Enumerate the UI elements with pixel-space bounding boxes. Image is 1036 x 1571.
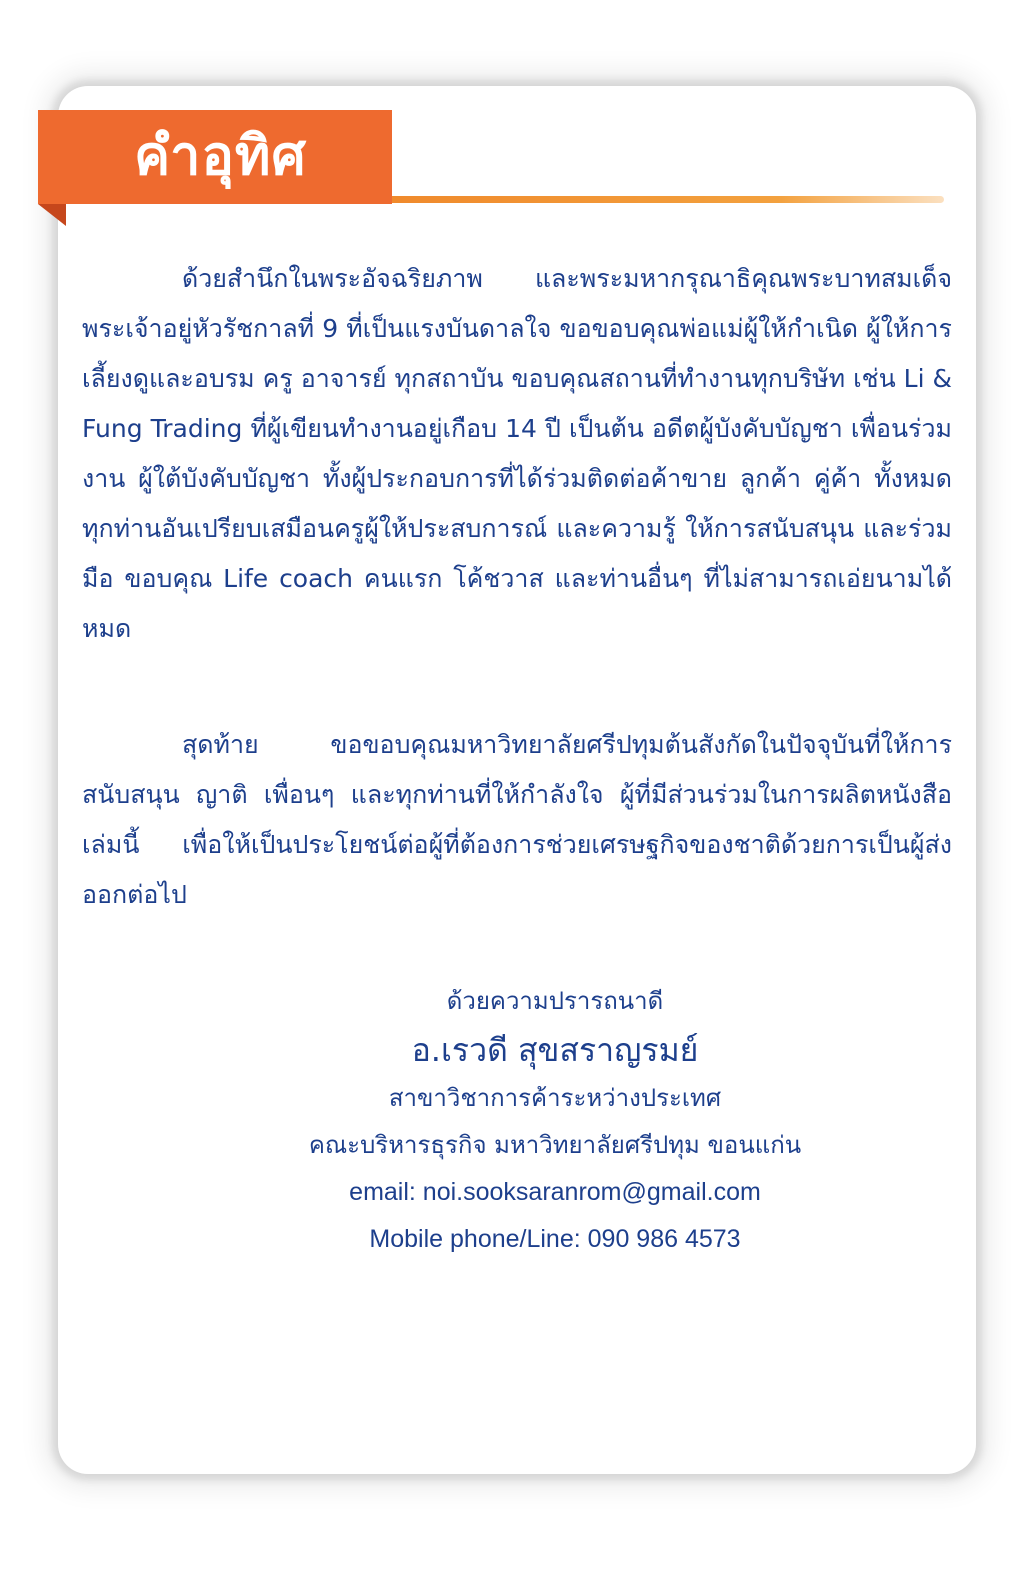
- author-name: อ.เรวดี สุขสราญรมย์: [411, 1031, 699, 1069]
- header-fold: [38, 204, 66, 226]
- dedication-paragraph-1: ด้วยสำนึกในพระอัจฉริยภาพ และพระมหากรุณาธิคุณพระบาทสมเด็จพระเจ้าอยู่หัวรัชกาลที่ 9 ที่เป็นแรงบันดาลใจ ขอขอบคุณพ่อแม่ผู้ให้กำเนิด ผู้ให้การเลี้ยงดูและอบรม ครู อาจารย์ ทุกสถาบัน ขอบคุณสถานที่ทำงานทุกบริษัท เช่น Li & Fung Trading ที่ผู้เขียนทำงานอยู่เกือบ 14 ปี เป็นต้น อดีตผู้บังคับบัญชา เพื่อนร่วมงาน ผู้ใต้บังคับบัญชา ทั้งผู้ประกอบการที่ได้ร่วมติดต่อค้าขาย ลูกค้า คู่ค้า ทั้งหมด ทุกท่านอันเปรียบเสมือนครูผู้ให้ประสบการณ์ และความรู้ ให้การสนับสนุน และร่วมมือ ขอบคุณ Life coach คนแรก โค้ชวาส และท่านอื่นๆ ที่ไม่สามารถเอ่ยนามได้หมด: [82, 264, 952, 643]
- author-faculty: คณะบริหารธุรกิจ มหาวิทยาลัยศรีปทุม ขอนแก่น: [308, 1131, 802, 1159]
- page-title: คำอุทิศ: [134, 124, 307, 187]
- header-divider: [392, 196, 944, 203]
- author-department: สาขาวิชาการค้าระหว่างประเทศ: [388, 1084, 722, 1112]
- dedication-paragraph-2: สุดท้าย ขอขอบคุณมหาวิทยาลัยศรีปทุมต้นสังกัดในปัจจุบันที่ให้การสนับสนุน ญาติ เพื่อนๆ และทุกท่านที่ให้กำลังใจ ผู้ที่มีส่วนร่วมในการผลิตหนังสือเล่มนี้ เพื่อให้เป็นประโยชน์ต่อผู้ที่ต้องการช่วยเศรษฐกิจของชาติด้วยการเป็นผู้ส่งออกต่อไป: [82, 730, 952, 909]
- signature-closing: ด้วยความปรารถนาดี: [446, 987, 664, 1015]
- author-email: email: noi.sooksaranrom@gmail.com: [349, 1178, 761, 1206]
- author-phone: Mobile phone/Line: 090 986 4573: [369, 1225, 741, 1253]
- signature-block: [0, 978, 1036, 1263]
